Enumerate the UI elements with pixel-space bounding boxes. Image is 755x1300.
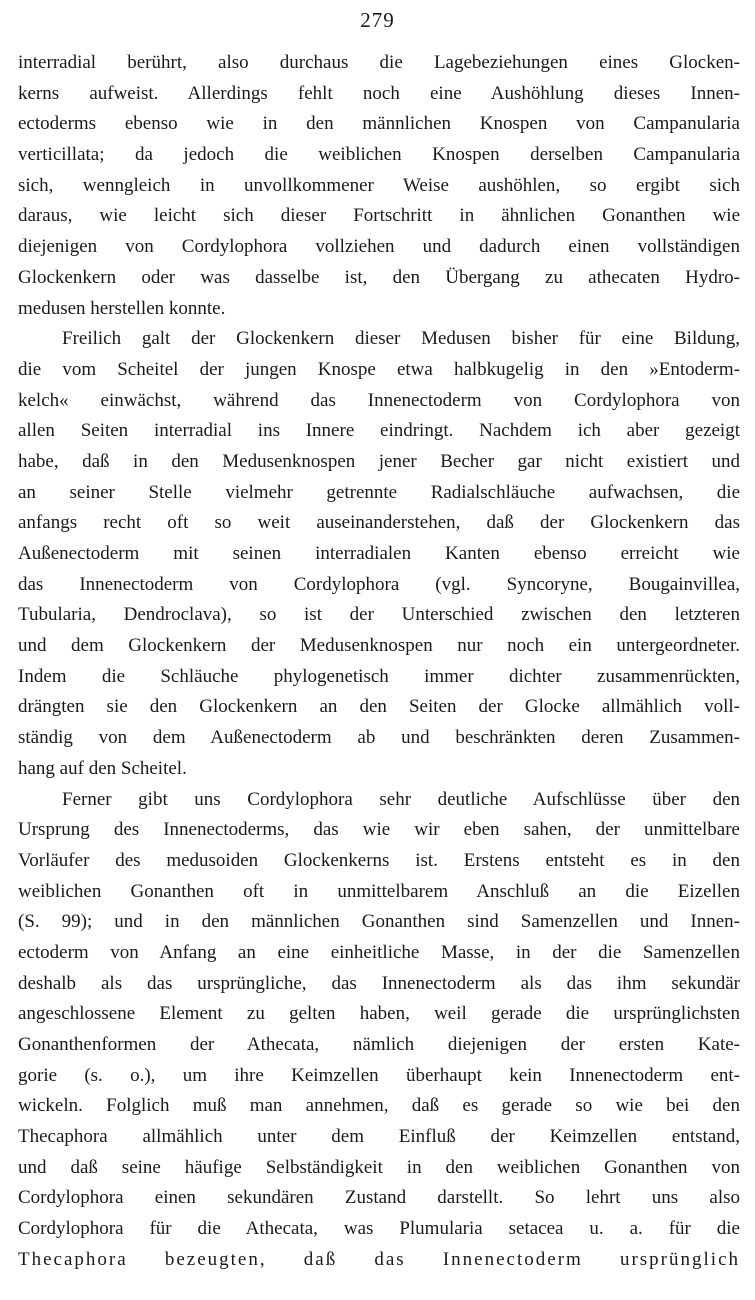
- text-line: ständig von dem Außenectoderm ab und beschränkten deren Zusammen-: [18, 727, 740, 749]
- text-line: Glockenkern oder was dasselbe ist, den Übergang zu athecaten Hydro-: [18, 266, 740, 288]
- text-line: Cordylophora einen sekundären Zustand darstellt. So lehrt uns also: [18, 1187, 740, 1209]
- text-line: Tubularia, Dendroclava), so ist der Unterschied zwischen den letzteren: [18, 604, 740, 626]
- text-line: deshalb als das ursprüngliche, das Innenectoderm als das ihm sekundär: [18, 972, 740, 994]
- text-line: ectoderms ebenso wie in den männlichen Knospen von Campanularia: [18, 113, 740, 135]
- text-line: Cordylophora für die Athecata, was Plumularia setacea u. a. für die: [18, 1218, 740, 1240]
- text-line: habe, daß in den Medusenknospen jener Becher gar nicht existiert und: [18, 450, 740, 472]
- text-line: kerns aufweist. Allerdings fehlt noch eine Aushöhlung dieses Innen-: [18, 82, 740, 104]
- text-line: angeschlossene Element zu gelten haben, weil gerade die ursprünglichsten: [18, 1003, 740, 1025]
- text-line: gorie (s. o.), um ihre Keimzellen überhaupt kein Innenectoderm ent-: [18, 1064, 740, 1086]
- text-line: die vom Scheitel der jungen Knospe etwa halbkugelig in den »Entoderm-: [18, 358, 740, 380]
- text-line: Thecaphora allmählich unter dem Einfluß der Keimzellen entstand,: [18, 1126, 740, 1148]
- text-line: daraus, wie leicht sich dieser Fortschritt in ähnlichen Gonanthen wie: [18, 205, 740, 227]
- text-line: an seiner Stelle vielmehr getrennte Radialschläuche aufwachsen, die: [18, 481, 740, 503]
- text-line: medusen herstellen konnte.: [18, 297, 226, 319]
- text-line: Thecaphora bezeugten, daß das Innenectoderm ursprünglich: [18, 1248, 740, 1270]
- text-line: und daß seine häufige Selbständigkeit in den weiblichen Gonanthen von: [18, 1156, 740, 1178]
- text-line: Gonanthenformen der Athecata, nämlich diejenigen der ersten Kate-: [18, 1034, 740, 1055]
- text-line: drängten sie den Glockenkern an den Seiten der Glocke allmählich voll-: [18, 696, 740, 718]
- paragraph-first-line: Freilich galt der Glockenkern dieser Medusen bisher für eine Bildung,: [62, 328, 740, 350]
- text-line: (S. 99); und in den männlichen Gonanthen sind Samenzellen und Innen-: [18, 911, 740, 933]
- text-line: und dem Glockenkern der Medusenknospen nur noch ein untergeordneter.: [18, 635, 740, 657]
- text-line: interradial berührt, also durchaus die Lagebeziehungen eines Glocken-: [18, 52, 740, 73]
- text-line: sich, wenngleich in unvollkommener Weise aushöhlen, so ergibt sich: [18, 174, 740, 196]
- text-line: Außenectoderm mit seinen interradialen Kanten ebenso erreicht wie: [18, 543, 740, 564]
- text-line: Vorläufer des medusoiden Glockenkerns ist. Erstens entsteht es in den: [18, 849, 740, 871]
- text-line: kelch« einwächst, während das Innenectoderm von Cordylophora von: [18, 389, 740, 411]
- text-line: weiblichen Gonanthen oft in unmittelbarem Anschluß an die Eizellen: [18, 880, 740, 902]
- text-line: anfangs recht oft so weit auseinanderstehen, daß der Glockenkern das: [18, 512, 740, 534]
- text-line: das Innenectoderm von Cordylophora (vgl. Syncoryne, Bougainvillea,: [18, 573, 740, 595]
- text-line: Indem die Schläuche phylogenetisch immer dichter zusammenrückten,: [18, 665, 740, 687]
- text-line: hang auf den Scheitel.: [18, 757, 187, 779]
- text-line: ectoderm von Anfang an eine einheitliche Masse, in der die Samenzellen: [18, 941, 740, 963]
- text-line: wickeln. Folglich muß man annehmen, daß es gerade so wie bei den: [18, 1095, 740, 1117]
- text-line: verticillata; da jedoch die weiblichen Knospen derselben Campanularia: [18, 144, 740, 166]
- page-number: 279: [360, 8, 395, 32]
- text-line: allen Seiten interradial ins Innere eindringt. Nachdem ich aber gezeigt: [18, 420, 740, 442]
- body-text: [18, 48, 740, 1276]
- text-line: diejenigen von Cordylophora vollziehen und dadurch einen vollständigen: [18, 236, 740, 258]
- paragraph-first-line: Ferner gibt uns Cordylophora sehr deutliche Aufschlüsse über den: [62, 788, 740, 810]
- text-line: Ursprung des Innenectoderms, das wie wir eben sahen, der unmittelbare: [18, 819, 740, 841]
